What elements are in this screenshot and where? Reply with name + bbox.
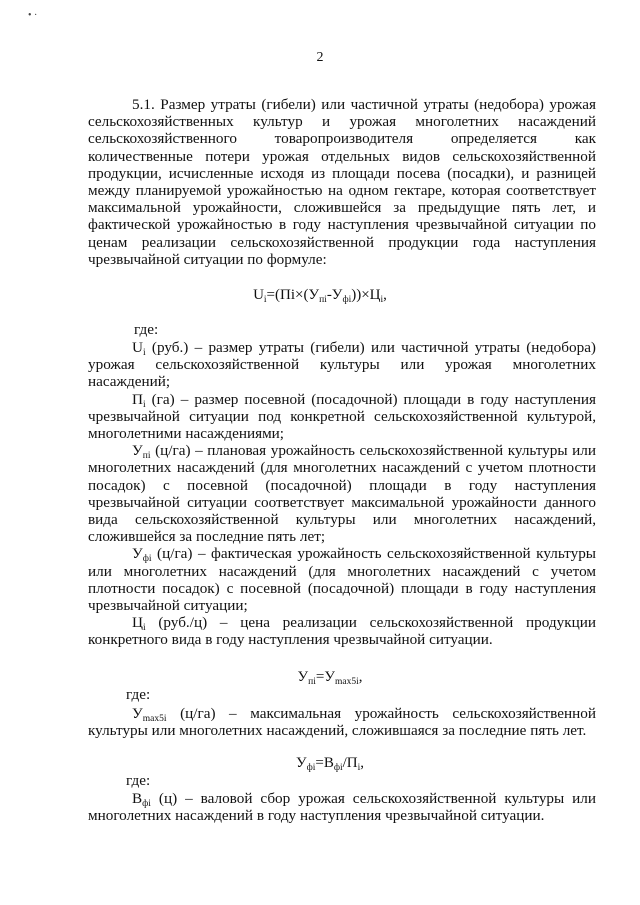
definition-text: (ц/га) – максимальная урожайность сельскохозяйственной культуры или многолетних насаждений, сложившаяся за последние пять лет. <box>88 705 596 740</box>
formula-sub: пi <box>319 295 327 305</box>
corner-mark: • · <box>28 10 38 21</box>
definition-text: (руб.) – размер утраты (гибели) или частичной утраты (недобора) урожая сельскохозяйственной культуры или урожая многолетних насаждений; <box>88 339 596 391</box>
definition-C <box>88 614 596 648</box>
formula-part: , <box>360 755 365 771</box>
definition-text: (ц/га) – фактическая урожайность сельскохозяйственной культуры или многолетних насаждений (для многолетних насаждений с учетом плотности посадок) с посевной (посадочной) площади в году наступления чрезвычайной ситуации; <box>88 545 596 615</box>
formula-part: ))×Ц <box>351 287 381 303</box>
formula-part: У <box>297 669 309 685</box>
definition-U <box>88 339 596 391</box>
definition-text: (га) – размер посевной (посадочной) площади в году наступления чрезвычайной ситуации под конкретной сельскохозяйственной культурой, многолетними насаждениями; <box>88 390 596 443</box>
formula-sub: фi <box>333 763 343 773</box>
symbol: У <box>132 705 143 722</box>
definition-B-block <box>88 790 596 824</box>
formula-sub: фi <box>342 295 352 305</box>
formula-part: =В <box>315 755 334 771</box>
formula-sub: i <box>357 763 361 773</box>
formula-part: -У <box>326 287 343 303</box>
definition-text: (ц/га) – плановая урожайность сельскохозяйственной культуры или многолетних насаждений (для многолетних насаждений с учетом плотности посадок) с посевной (посадочной) площади в году наступления чрезвычайной ситуации соответствует максимальной урожайности данного вида сельскохозяйственной культуры или многолетних насаждений, сложившейся за последние пять лет; <box>88 442 596 546</box>
symbol: В <box>132 790 143 807</box>
formula-sub: пi <box>308 677 316 687</box>
symbol-sub: i <box>142 399 146 410</box>
symbol-sub: фi <box>142 554 152 565</box>
definition-Ymax <box>88 705 596 739</box>
symbol-sub: фi <box>142 799 151 809</box>
formula-actual-yield <box>0 755 640 772</box>
where-label-3: где: <box>126 772 151 789</box>
definition-text: (руб./ц) – цена реализации сельскохозяйственной продукции конкретного вида в году наступления чрезвычайной ситуации. <box>88 614 596 649</box>
formula-part: =(Пi×(У <box>266 287 320 303</box>
definition-Yp <box>88 442 596 545</box>
symbol-sub: i <box>142 623 146 634</box>
definition-text: (ц) – валовой сбор урожая сельскохозяйственной культуры или многолетних насаждений в году наступления чрезвычайной ситуации. <box>88 790 596 825</box>
formula-planned-yield <box>0 669 640 686</box>
paragraph-5-1 <box>88 96 596 268</box>
formula-sub: i <box>380 295 384 305</box>
definitions-block <box>88 339 596 649</box>
formula-sub: i <box>263 295 267 305</box>
where-label: где: <box>134 321 159 338</box>
formula-part: /П <box>342 755 358 771</box>
symbol: У <box>132 442 143 460</box>
page-number: 2 <box>316 50 324 65</box>
formula-part: , <box>358 669 363 685</box>
formula-sub: max5i <box>334 677 359 687</box>
symbol: У <box>132 545 143 563</box>
definition-B <box>88 790 596 824</box>
symbol: Ц <box>132 614 143 632</box>
formula-part: У <box>295 755 307 771</box>
symbol-sub: пi <box>142 451 151 462</box>
symbol: U <box>132 339 143 356</box>
formula-part: =У <box>315 669 335 685</box>
symbol-sub: i <box>142 348 146 358</box>
formula-loss <box>0 287 640 304</box>
symbol-sub: max5i <box>142 714 167 724</box>
where-label-2: где: <box>126 686 151 703</box>
formula-sub: фi <box>306 763 316 773</box>
definition-Yf <box>88 545 596 614</box>
symbol: П <box>132 390 143 408</box>
definition-Ymax-block <box>88 705 596 739</box>
definition-P <box>88 391 596 443</box>
paragraph-5-1-text: 5.1. Размер утраты (гибели) или частичной утраты (недобора) урожая сельскохозяйственных культур и урожая многолетних насаждений сельскохозяйственного товаропроизводителя определяется как количественные потери урожая отдельных видов сельскохозяйственной продукции, исчисленные исходя из площади посева (посадки), и разницей между планируемой урожайностью на одном гектаре, которая соответствует максимальной урожайности, сложившейся за предыдущие пять лет, и фактической урожайностью в году наступления чрезвычайной ситуации по ценам реализации сельскохозяйственной продукции года наступления чрезвычайной ситуации по формуле: <box>88 96 596 268</box>
formula-part: U <box>253 287 264 303</box>
formula-part: , <box>383 287 387 303</box>
